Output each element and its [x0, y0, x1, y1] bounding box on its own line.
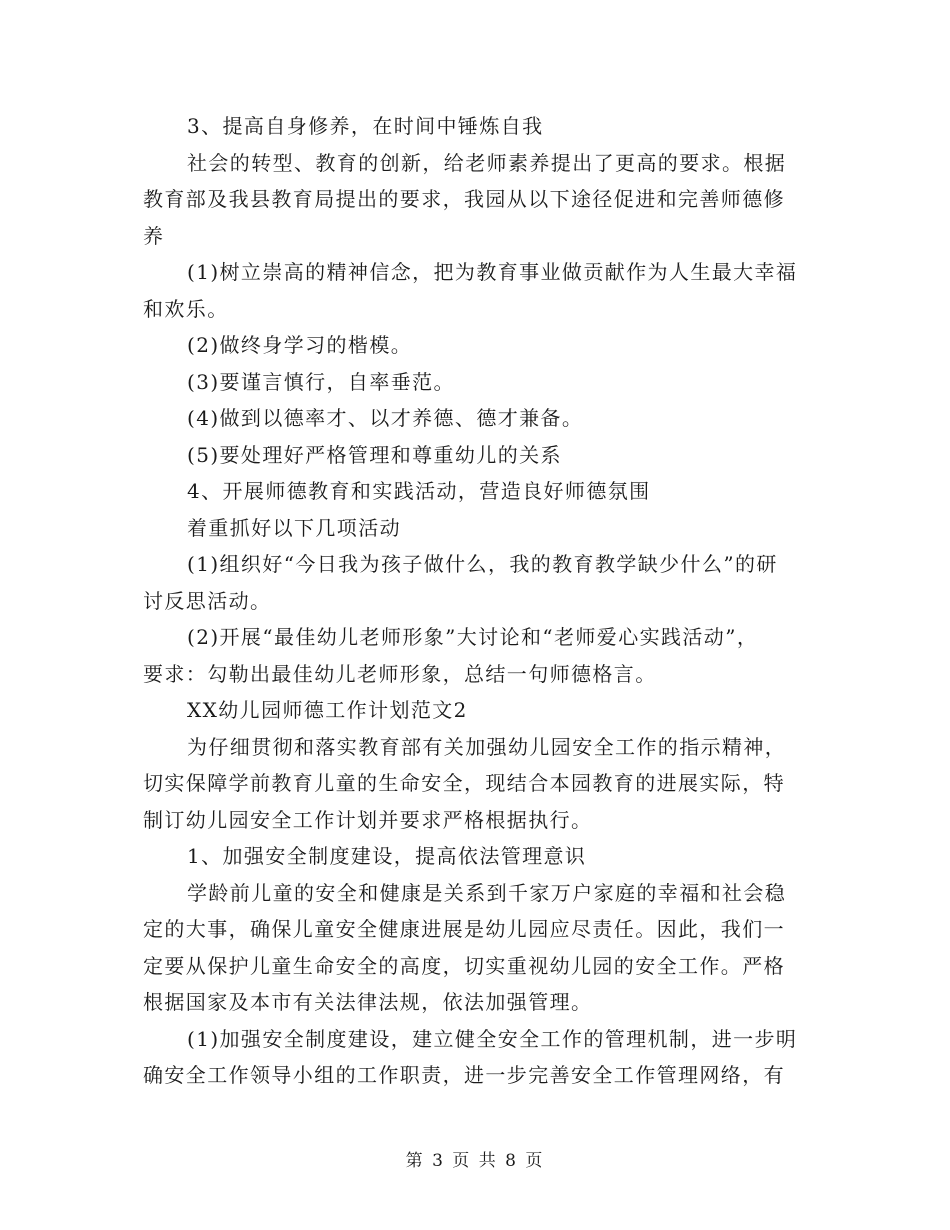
list-item-continuation: 和欢乐。 [143, 296, 229, 321]
list-item: (4)做到以德率才、以才养德、德才兼备。 [187, 406, 584, 430]
paragraph-line: 学龄前儿童的安全和健康是关系到千家万户家庭的幸福和社会稳 [187, 880, 787, 905]
paragraph-line: 定的大事，确保儿童安全健康进展是幼儿园应尽责任。因此，我们一 [143, 917, 785, 941]
list-item: (2)做终身学习的楷模。 [187, 333, 413, 357]
section-heading: 1、加强安全制度建设，提高依法管理意识 [187, 844, 587, 868]
paragraph-line: 切实保障学前教育儿童的生命安全，现结合本园教育的进展实际，特 [143, 771, 785, 795]
list-item-continuation: 要求：勾勒出最佳幼儿老师形象，总结一句师德格言。 [143, 661, 657, 686]
list-item: (1)加强安全制度建设，建立健全安全工作的管理机制，进一步明 [187, 1026, 798, 1051]
paragraph-line: 社会的转型、教育的创新，给老师素养提出了更高的要求。根据 [187, 150, 787, 175]
paragraph-line: 为仔细贯彻和落实教育部有关加强幼儿园安全工作的指示精神， [187, 734, 787, 759]
list-item: (1)树立崇高的精神信念，把为教育事业做贡献作为人生最大幸福 [187, 260, 798, 284]
list-item: (1)组织好“今日我为孩子做什么，我的教育教学缺少什么”的研 [187, 552, 778, 576]
section-heading: 3、提高自身修养，在时间中锤炼自我 [187, 114, 544, 138]
list-item-continuation: 讨反思活动。 [143, 588, 272, 613]
paragraph-line: 养 [143, 223, 165, 248]
document-body [143, 108, 809, 1094]
paragraph-line: 教育部及我县教育局提出的要求，我园从以下途径促进和完善师德修 [143, 187, 785, 211]
list-item: (5)要处理好严格管理和尊重幼儿的关系 [187, 442, 562, 467]
page-number-footer: 第 3 页 共 8 页 [405, 1151, 545, 1171]
list-item: (3)要谨言慎行，自率垂范。 [187, 369, 455, 394]
document-title: XX幼儿园师德工作计划范文2 [187, 698, 468, 722]
paragraph-line: 着重抓好以下几项活动 [187, 515, 401, 540]
section-heading: 4、开展师德教育和实践活动，营造良好师德氛围 [187, 479, 651, 503]
paragraph-line: 制订幼儿园安全工作计划并要求严格根据执行。 [143, 807, 593, 832]
list-item-continuation: 确安全工作领导小组的工作职责，进一步完善安全工作管理网络，有 [143, 1063, 785, 1087]
paragraph-line: 根据国家及本市有关法律法规，依法加强管理。 [143, 990, 593, 1014]
paragraph-line: 定要从保护儿童生命安全的高度，切实重视幼儿园的安全工作。严格 [143, 953, 785, 978]
list-item: (2)开展“最佳幼儿老师形象”大讨论和“老师爱心实践活动”， [187, 625, 759, 649]
